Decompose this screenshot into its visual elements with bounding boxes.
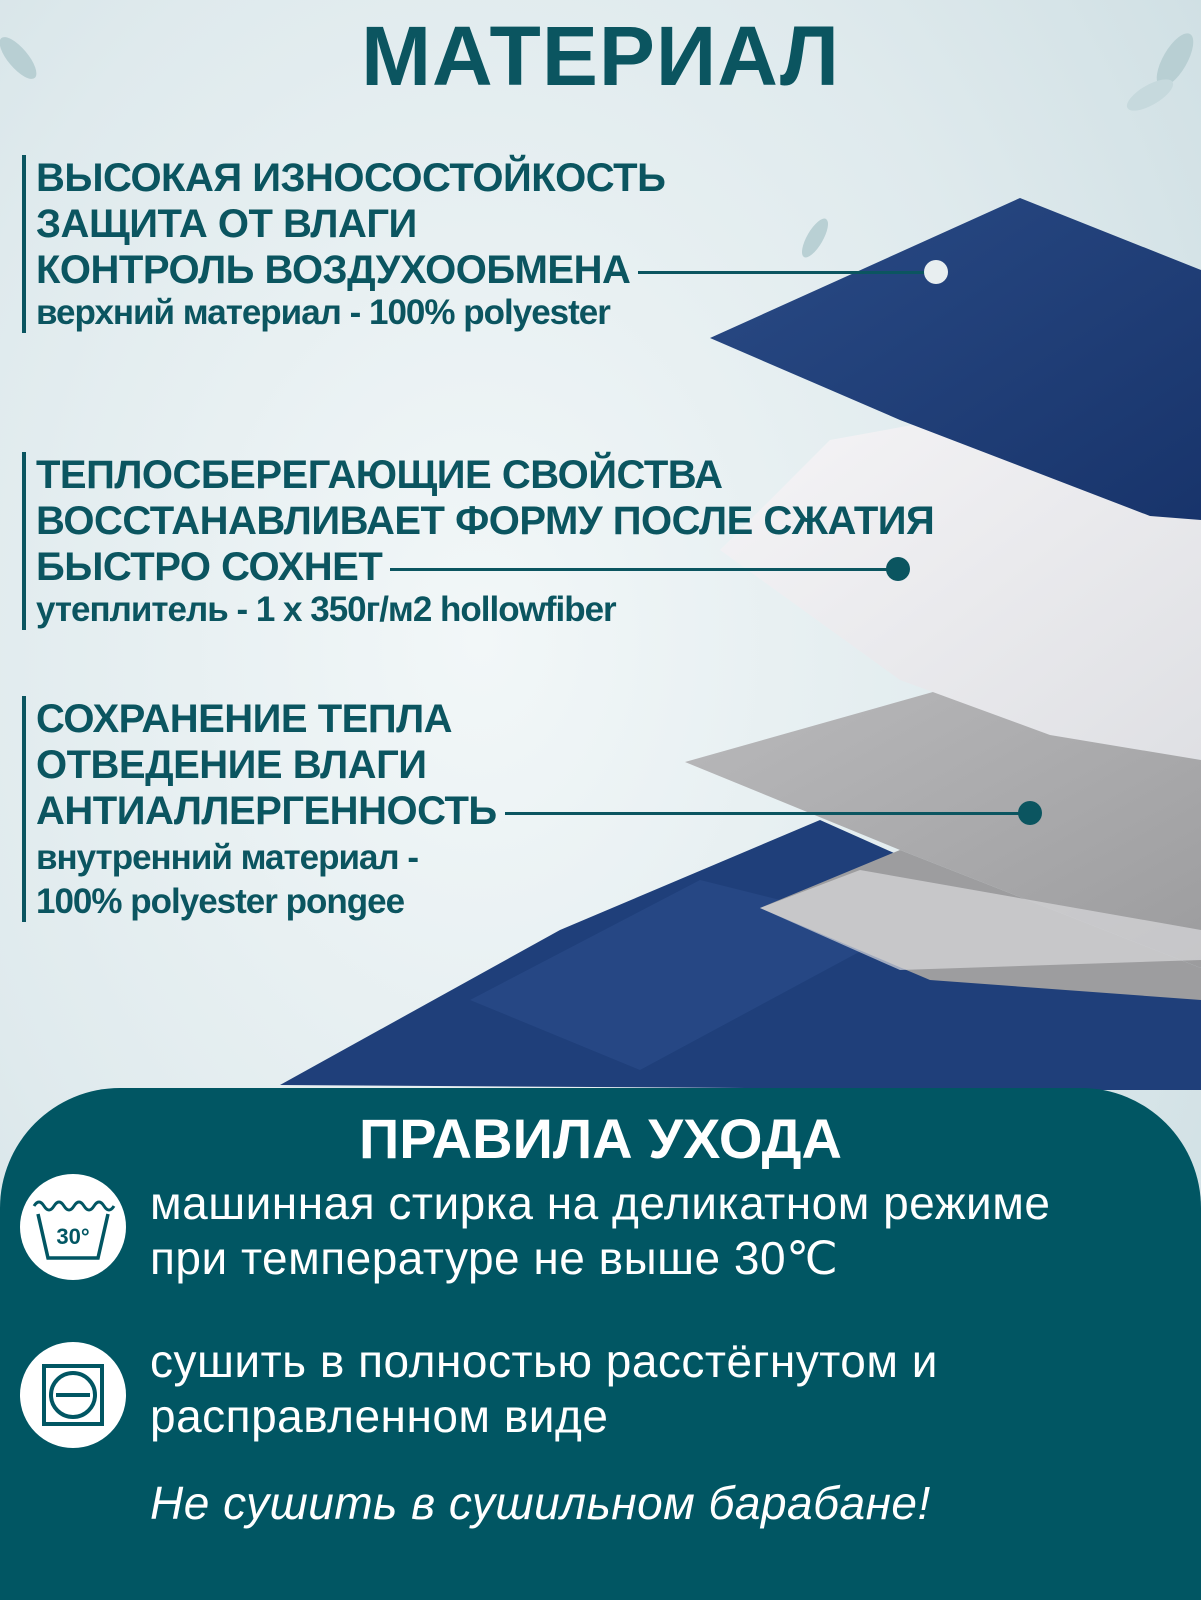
page-title: МАТЕРИАЛ (361, 9, 840, 103)
care-warning: Не сушить в сушильном барабане! (150, 1477, 931, 1529)
care-item-text (150, 1176, 1050, 1286)
care-item-text (150, 1334, 938, 1444)
care-item-line: при температуре не выше 30℃ (150, 1232, 839, 1284)
dry-flat-icon-graphic (20, 1342, 126, 1448)
layer-inner-feature: АНТИАЛЛЕРГЕННОСТЬ (36, 789, 497, 833)
pointer-line (505, 812, 1030, 815)
wash-30-icon (20, 1174, 126, 1280)
pointer-dot (1018, 801, 1042, 825)
care-item-line: расправленном виде (150, 1390, 609, 1442)
layer-top-info (22, 155, 936, 333)
layer-filler-info (22, 452, 934, 630)
pointer-line (638, 271, 936, 274)
care-item-line: сушить в полностью расстёгнутом и (150, 1335, 938, 1387)
pointer-dot (886, 557, 910, 581)
care-item-line: машинная стирка на деликатном режиме (150, 1177, 1051, 1229)
layer-top-feature: ВЫСОКАЯ ИЗНОСОСТОЙКОСТЬ (36, 156, 666, 200)
layer-top-feature: ЗАЩИТА ОТ ВЛАГИ (36, 202, 417, 246)
wash-30-icon-graphic (20, 1174, 126, 1280)
layer-filler-feature: ТЕПЛОСБЕРЕГАЮЩИЕ СВОЙСТВА (36, 453, 723, 497)
layer-inner-info (22, 696, 1030, 922)
dry-flat-icon (20, 1342, 126, 1448)
layer-top-detail: верхний материал - 100% polyester (36, 293, 610, 332)
layer-top-feature: КОНТРОЛЬ ВОЗДУХООБМЕНА (36, 248, 631, 292)
layer-filler-feature: ВОССТАНАВЛИВАЕТ ФОРМУ ПОСЛЕ СЖАТИЯ (36, 499, 935, 543)
layer-filler-detail: утеплитель - 1 х 350г/м2 hollowfiber (36, 590, 616, 629)
layer-inner-feature: ОТВЕДЕНИЕ ВЛАГИ (36, 743, 427, 787)
wash-temp-label: 30° (56, 1224, 90, 1249)
layer-inner-detail: внутренний материал - (36, 838, 419, 877)
layer-filler-feature: БЫСТРО СОХНЕТ (36, 545, 383, 589)
care-section (0, 1088, 1201, 1600)
pointer-line (390, 568, 898, 571)
layer-inner-feature: СОХРАНЕНИЕ ТЕПЛА (36, 697, 453, 741)
layer-inner-detail: 100% polyester pongee (36, 882, 405, 921)
care-title: ПРАВИЛА УХОДА (359, 1107, 842, 1170)
